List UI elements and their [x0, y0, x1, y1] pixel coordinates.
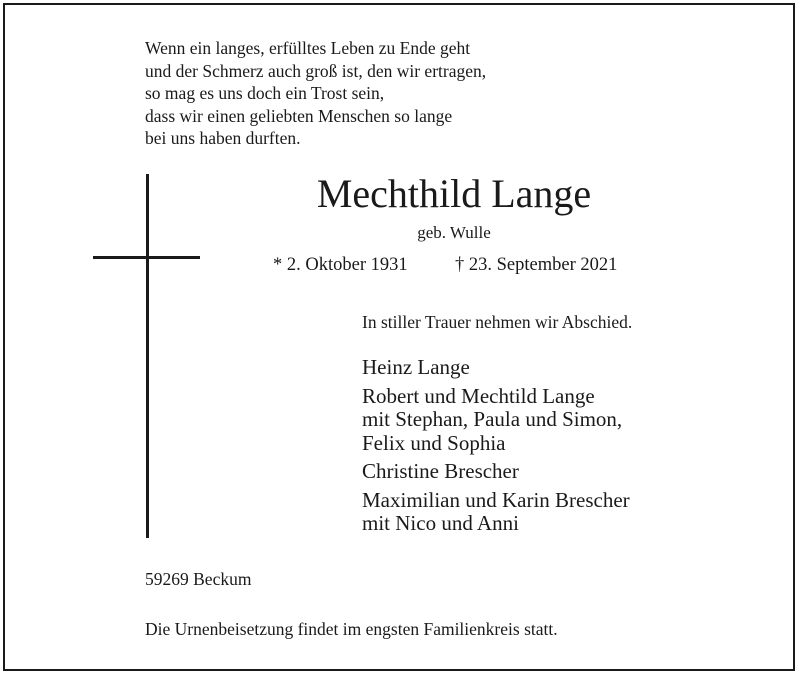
burial-note: Die Urnenbeisetzung findet im engsten Familienkreis statt.	[145, 619, 558, 639]
maiden-name: geb. Wulle	[417, 223, 491, 242]
poem-line: dass wir einen geliebten Menschen so lange	[145, 105, 453, 126]
city: 59269 Beckum	[145, 569, 252, 589]
death-date: † 23. September 2021	[455, 255, 618, 275]
family-line: Felix und Sophia	[362, 430, 506, 455]
poem-line: so mag es uns doch ein Trost sein,	[145, 83, 385, 104]
cross-icon-crossbar	[93, 256, 200, 259]
family-line: mit Nico und Anni	[362, 511, 519, 535]
family-line: Maximilian und Karin Brescher	[362, 487, 630, 512]
cross-icon	[146, 174, 149, 538]
family-group	[362, 460, 630, 484]
family-group	[362, 385, 630, 456]
family-list	[362, 356, 630, 541]
poem-line: und der Schmerz auch groß ist, den wir ertragen,	[145, 60, 487, 81]
birth-date: * 2. Oktober 1931	[273, 255, 408, 275]
family-line: Heinz Lange	[362, 355, 470, 379]
family-line: Robert und Mechtild Lange	[362, 383, 595, 408]
poem-line: Wenn ein langes, erfülltes Leben zu Ende geht	[145, 38, 471, 58]
mourning-text: In stiller Trauer nehmen wir Abschied.	[362, 312, 633, 332]
family-line: Christine Brescher	[362, 459, 519, 483]
deceased-name: Mechthild Lange	[316, 171, 592, 216]
poem-line: bei uns haben durften.	[145, 128, 301, 149]
poem	[145, 37, 486, 150]
family-group	[362, 356, 630, 380]
family-line: mit Stephan, Paula und Simon,	[362, 407, 623, 431]
family-group	[362, 489, 630, 536]
